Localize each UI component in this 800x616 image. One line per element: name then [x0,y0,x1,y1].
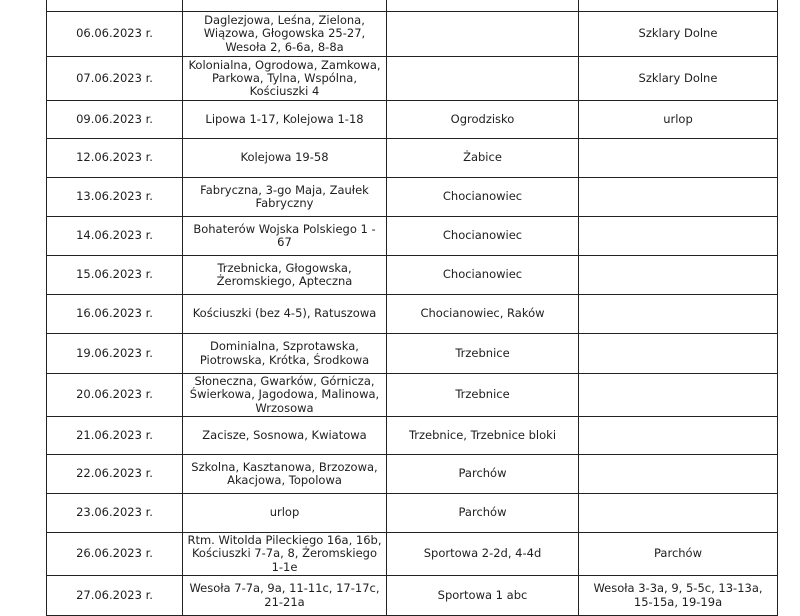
area-cell: Sportowa 1 abc [387,576,579,616]
streets-cell: Kolonialna, Ogrodowa, Zamkowa, Parkowa, Tylna, Wspólna, Kościuszki 4 [183,57,387,101]
area-cell [579,455,778,494]
area-cell [579,417,778,455]
date-cell: 16.06.2023 r. [47,295,183,334]
area-cell [579,374,778,417]
date-cell: 19.06.2023 r. [47,334,183,374]
streets-cell: Rtm. Witolda Pileckiego 16a, 16b, Kościuszki 7-7a, 8, Żeromskiego 1-1e [183,533,387,576]
streets-cell: Szkolna, Kasztanowa, Brzozowa, Akacjowa, Topolowa [183,455,387,494]
area-cell [579,178,778,217]
date-cell: 22.06.2023 r. [47,455,183,494]
table-row [47,576,778,616]
streets-cell: Lipowa 1-17, Kolejowa 1-18 [183,101,387,139]
streets-cell: Kościuszki (bez 4-5), Ratuszowa [183,295,387,334]
table-row [47,295,778,334]
area-cell: Trzebnice [387,334,579,374]
date-cell [47,0,183,12]
streets-cell: Trzebnicka, Głogowska, Żeromskiego, Apteczna [183,256,387,295]
streets-cell: Wesoła 7-7a, 9a, 11-11c, 17-17c, 21-21a [183,576,387,616]
area-cell: Parchów [387,455,579,494]
area-cell: Wesoła 3-3a, 9, 5-5c, 13-13a, 15-15a, 19-19a [579,576,778,616]
streets-cell: Zacisze, Sosnowa, Kwiatowa [183,417,387,455]
area-cell [387,0,579,12]
table-row [47,217,778,256]
streets-cell: urlop [183,494,387,533]
area-cell: urlop [579,101,778,139]
table-row [47,101,778,139]
area-cell: Trzebnice [387,374,579,417]
date-cell: 21.06.2023 r. [47,417,183,455]
streets-cell: Słoneczna, Gwarków, Górnicza, Świerkowa, Jagodowa, Malinowa, Wrzosowa [183,374,387,417]
table-row [47,417,778,455]
area-cell [579,0,778,12]
table-row [47,0,778,12]
collection-schedule-table [46,0,778,616]
table-row [47,455,778,494]
table-row [47,256,778,295]
area-cell: Chocianowiec, Raków [387,295,579,334]
area-cell: Ogrodzisko [387,101,579,139]
date-cell: 07.06.2023 r. [47,57,183,101]
table-row [47,374,778,417]
streets-cell: Dominialna, Szprotawska, Piotrowska, Krótka, Środkowa [183,334,387,374]
table-row [47,178,778,217]
area-cell: Żabice [387,139,579,178]
table-row [47,139,778,178]
date-cell: 09.06.2023 r. [47,101,183,139]
streets-cell: Kolejowa 19-58 [183,139,387,178]
table-row [47,334,778,374]
table-row [47,57,778,101]
date-cell: 14.06.2023 r. [47,217,183,256]
area-cell [579,295,778,334]
table-row [47,533,778,576]
streets-cell: Daglezjowa, Leśna, Zielona, Wiązowa, Głogowska 25-27, Wesoła 2, 6-6a, 8-8a [183,12,387,57]
area-cell [579,217,778,256]
date-cell: 13.06.2023 r. [47,178,183,217]
area-cell: Chocianowiec [387,178,579,217]
date-cell: 27.06.2023 r. [47,576,183,616]
area-cell [387,12,579,57]
area-cell: Szklary Dolne [579,57,778,101]
area-cell [387,57,579,101]
date-cell: 26.06.2023 r. [47,533,183,576]
date-cell: 23.06.2023 r. [47,494,183,533]
area-cell [579,334,778,374]
area-cell: Chocianowiec [387,217,579,256]
area-cell: Szklary Dolne [579,12,778,57]
area-cell [579,139,778,178]
streets-cell [183,0,387,12]
area-cell: Trzebnice, Trzebnice bloki [387,417,579,455]
date-cell: 12.06.2023 r. [47,139,183,178]
area-cell [579,256,778,295]
area-cell: Parchów [387,494,579,533]
area-cell: Sportowa 2-2d, 4-4d [387,533,579,576]
area-cell: Parchów [579,533,778,576]
date-cell: 06.06.2023 r. [47,12,183,57]
streets-cell: Fabryczna, 3-go Maja, Zaułek Fabryczny [183,178,387,217]
area-cell: Chocianowiec [387,256,579,295]
date-cell: 15.06.2023 r. [47,256,183,295]
area-cell [579,494,778,533]
date-cell: 20.06.2023 r. [47,374,183,417]
table-row [47,494,778,533]
streets-cell: Bohaterów Wojska Polskiego 1 - 67 [183,217,387,256]
table-row [47,12,778,57]
